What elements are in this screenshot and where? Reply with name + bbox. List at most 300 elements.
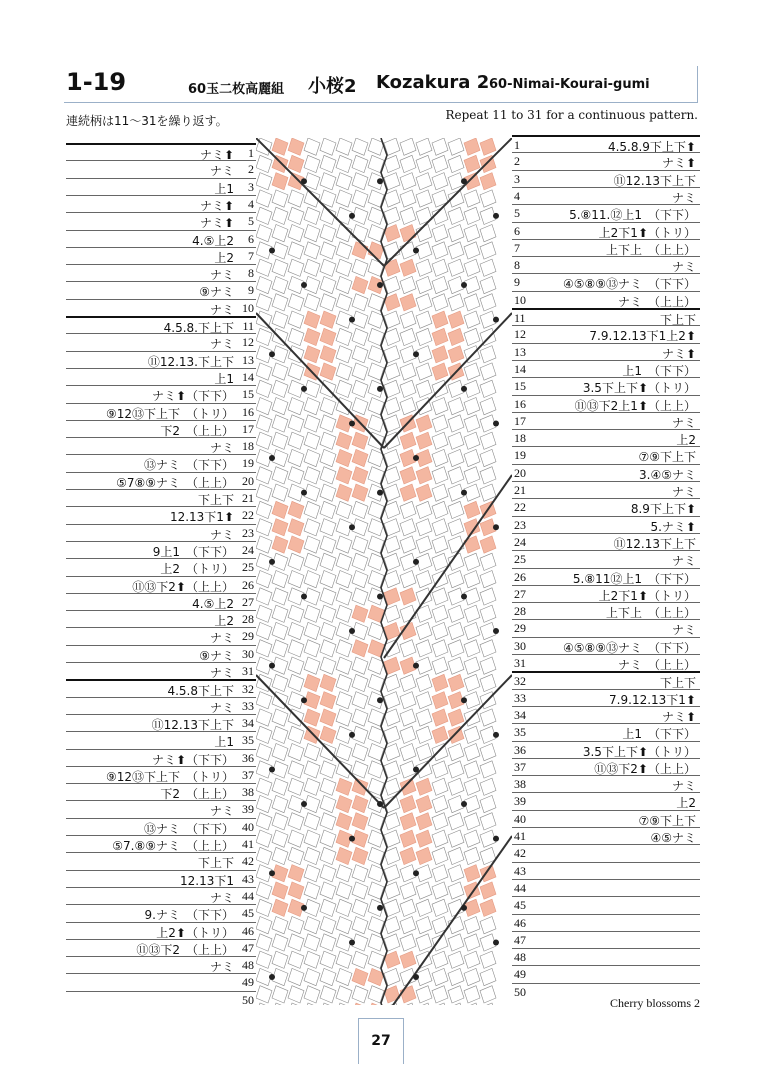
braid-strand (448, 571, 464, 588)
step-instruction: 上2 (676, 433, 696, 448)
step-instruction: 上2下1⬆（トリ） (598, 225, 696, 240)
step-number: 31 (242, 664, 254, 678)
step-number: 43 (242, 871, 254, 886)
braid-strand (400, 380, 416, 397)
step-number: 1 (514, 138, 520, 152)
step-number: 20 (514, 465, 526, 480)
braid-strand (320, 778, 336, 795)
braid-strand (432, 553, 448, 570)
braid-strand (304, 882, 320, 899)
jp-name: 小桜2 (308, 76, 357, 97)
braid-strand (416, 934, 432, 951)
braid-strand (400, 778, 416, 795)
braid-strand (304, 622, 320, 639)
braid-strand (288, 778, 304, 795)
braid-strand (320, 501, 336, 518)
braid-strand (432, 484, 448, 501)
step-row (512, 308, 700, 325)
braid-strand (272, 813, 288, 830)
braid-strand (256, 847, 272, 864)
braid-dot (349, 836, 355, 842)
braid-strand (256, 778, 272, 795)
braid-strand (432, 674, 448, 691)
step-row (66, 506, 256, 523)
braid-strand (304, 519, 320, 536)
step-row (512, 516, 700, 533)
step-number: 50 (242, 992, 254, 1007)
braid-strand (256, 640, 272, 657)
braid-strand (304, 294, 320, 311)
step-instruction: 上1 (214, 735, 234, 750)
braid-strand (432, 813, 448, 830)
braid-strand (272, 225, 288, 242)
step-row (512, 671, 700, 691)
step-instruction: ナミ (209, 631, 234, 646)
braid-dot (461, 697, 467, 703)
braid-dot (301, 282, 307, 288)
braid-strand (320, 795, 336, 812)
braid-strand (416, 363, 432, 380)
braid-strand (464, 259, 480, 276)
braid-strand (336, 242, 352, 259)
braid-dot (269, 559, 275, 565)
braid-strand (464, 951, 480, 968)
step-instruction: ナミ (671, 485, 696, 499)
braid-strand (304, 744, 320, 761)
step-number: 14 (242, 369, 254, 384)
step-row (512, 689, 700, 706)
step-instruction: 上下上 （上上） (605, 606, 696, 621)
step-instruction: ナミ (209, 527, 234, 542)
braid-dot (377, 593, 383, 599)
braid-strand (464, 138, 480, 155)
step-row (512, 706, 700, 723)
braid-dot (349, 732, 355, 738)
braid-strand (448, 138, 464, 155)
step-number: 11 (514, 311, 526, 325)
step-instruction: ナミ (671, 554, 696, 569)
braid-strand (480, 432, 496, 449)
braid-strand (320, 536, 336, 553)
braid-strand (304, 761, 320, 778)
braid-strand (288, 813, 304, 830)
step-instruction: 5.⑧11.⑫上1 （下下） (569, 208, 696, 223)
braid-strand (400, 692, 416, 709)
step-row (512, 602, 700, 619)
step-number: 9 (514, 275, 520, 290)
braid-strand (448, 674, 464, 691)
braid-strand (400, 934, 416, 951)
braid-strand (256, 207, 272, 224)
step-number: 7 (248, 248, 254, 263)
step-instruction: 12.13下1 (180, 873, 234, 888)
braid-strand (480, 467, 496, 484)
step-number: 16 (242, 404, 254, 419)
braid-strand (480, 951, 496, 968)
step-instruction: ⑪⑬下2⬆（上上） (132, 579, 234, 594)
braid-dot (461, 282, 467, 288)
braid-dot (269, 974, 275, 980)
braid-dot (377, 905, 383, 911)
braid-dot (349, 524, 355, 530)
step-number: 26 (242, 577, 254, 592)
step-instruction: ⑬ナミ （下下） (143, 458, 234, 473)
braid-strand (352, 259, 368, 276)
braid-strand (400, 813, 416, 830)
step-row (66, 489, 256, 506)
header-rule (697, 66, 698, 102)
step-row (66, 420, 256, 437)
braid-strand (272, 917, 288, 934)
braid-dot (461, 178, 467, 184)
step-instruction: 9上1 （下下） (152, 544, 234, 559)
braid-strand (400, 640, 416, 657)
braid-dot (461, 801, 467, 807)
braid-strand (400, 882, 416, 899)
braid-strand (304, 778, 320, 795)
braid-strand (352, 536, 368, 553)
braid-strand (336, 467, 352, 484)
braid-dot (377, 801, 383, 807)
braid-strand (336, 138, 352, 155)
braid-strand (400, 155, 416, 172)
step-number: 30 (514, 638, 526, 653)
braid-dot (269, 455, 275, 461)
step-row (512, 758, 700, 775)
braid-strand (432, 778, 448, 795)
step-number: 26 (514, 569, 526, 584)
braid-strand (352, 865, 368, 882)
step-number: 36 (514, 742, 526, 757)
braid-strand (448, 813, 464, 830)
braid-strand (272, 155, 288, 172)
braid-strand (448, 207, 464, 224)
braid-strand (320, 951, 336, 968)
step-number: 5 (514, 206, 520, 221)
braid-strand (416, 622, 432, 639)
braid-strand (256, 726, 272, 743)
braid-strand (256, 744, 272, 761)
braid-strand (288, 847, 304, 864)
braid-strand (336, 674, 352, 691)
step-instruction: ナミ⬆ (661, 346, 696, 361)
braid-strand (464, 622, 480, 639)
braid-strand (272, 830, 288, 847)
braid-dot (301, 178, 307, 184)
braid-strand (400, 744, 416, 761)
braid-strand (464, 778, 480, 795)
step-row (512, 637, 700, 654)
braid-strand (432, 605, 448, 622)
braid-strand (320, 830, 336, 847)
step-number: 9 (248, 283, 254, 298)
braid-strand (480, 917, 496, 934)
braid-dot (493, 939, 499, 945)
step-instruction: ⑤7⑧⑨ナミ （上上） (116, 475, 234, 490)
braid-dot (413, 766, 419, 772)
braid-strand (320, 553, 336, 570)
step-row (512, 256, 700, 273)
braid-strand (416, 709, 432, 726)
step-row (66, 368, 256, 385)
braid-strand (464, 294, 480, 311)
step-number: 13 (242, 352, 254, 367)
step-number: 24 (242, 542, 254, 557)
braid-strand (464, 415, 480, 432)
braid-strand (320, 138, 336, 155)
braid-strand (304, 674, 320, 691)
braid-strand (256, 571, 272, 588)
braid-strand (432, 225, 448, 242)
step-row (66, 991, 256, 1008)
braid-strand (288, 225, 304, 242)
step-instruction: 上2下1⬆（トリ） (598, 588, 696, 603)
braid-strand (272, 986, 288, 1003)
braid-strand (288, 207, 304, 224)
braid-strand (480, 449, 496, 466)
braid-strand (352, 363, 368, 380)
braid-strand (480, 571, 496, 588)
step-number: 30 (242, 646, 254, 661)
page-header (64, 66, 698, 103)
braid-strand (256, 934, 272, 951)
braid-strand (256, 899, 272, 916)
step-number: 50 (514, 984, 526, 999)
braid-strand (320, 346, 336, 363)
step-number: 31 (514, 656, 526, 670)
step-row (66, 679, 256, 699)
braid-dot (301, 801, 307, 807)
braid-dot (377, 697, 383, 703)
braid-strand (352, 553, 368, 570)
step-number: 12 (514, 327, 526, 342)
braid-strand (448, 328, 464, 345)
braid-strand (416, 415, 432, 432)
step-row (512, 775, 700, 792)
braid-strand (400, 173, 416, 190)
step-row (512, 360, 700, 377)
braid-strand (480, 744, 496, 761)
braid-strand (400, 986, 416, 1003)
braid-strand (288, 726, 304, 743)
step-number: 35 (514, 725, 526, 740)
step-row (512, 498, 700, 515)
step-row (512, 239, 700, 256)
braid-strand (256, 588, 272, 605)
step-instruction: 下2 （上上） (160, 787, 234, 802)
braid-strand (272, 709, 288, 726)
caption: Cherry blossoms 2 (610, 996, 700, 1010)
braid-strand (272, 795, 288, 812)
step-number: 16 (514, 396, 526, 411)
step-instruction: ⑪⑬下2上1⬆（上上） (574, 398, 696, 413)
braid-strand (272, 207, 288, 224)
step-number: 24 (514, 534, 526, 549)
braid-strand (480, 674, 496, 691)
step-number: 44 (514, 880, 526, 895)
braid-strand (432, 449, 448, 466)
step-number: 4 (248, 196, 254, 211)
braid-strand (320, 882, 336, 899)
braid-strand (432, 761, 448, 778)
braid-strand (464, 986, 480, 1003)
step-row (66, 247, 256, 264)
braid-strand (352, 899, 368, 916)
step-row (512, 827, 700, 844)
braid-strand (432, 640, 448, 657)
step-instruction: 上1 （下下） (622, 363, 696, 378)
braid-strand (256, 709, 272, 726)
braid-strand (272, 674, 288, 691)
braid-strand (400, 259, 416, 276)
step-instruction: ⑪12.13下上下 (613, 536, 696, 551)
braid-strand (416, 986, 432, 1003)
braid-strand (464, 467, 480, 484)
step-number: 8 (248, 266, 254, 281)
braid-strand (464, 207, 480, 224)
braid-strand (288, 986, 304, 1003)
braid-dot (413, 247, 419, 253)
braid-strand (416, 467, 432, 484)
braid-strand (416, 692, 432, 709)
step-number: 11 (242, 319, 254, 333)
braid-strand (416, 259, 432, 276)
braid-strand (352, 605, 368, 622)
braid-strand (400, 830, 416, 847)
step-row (512, 291, 700, 308)
step-number: 28 (242, 612, 254, 627)
step-instruction: ナミ⬆ (661, 156, 696, 171)
step-instruction: ⑪⑬下2⬆（上上） (594, 761, 696, 776)
braid-strand (448, 865, 464, 882)
braid-strand (464, 328, 480, 345)
braid-strand (288, 622, 304, 639)
step-row (66, 333, 256, 350)
braid-strand (336, 380, 352, 397)
braid-strand (272, 571, 288, 588)
braid-dot (301, 697, 307, 703)
step-row (66, 524, 256, 541)
braid-strand (272, 415, 288, 432)
step-row (66, 212, 256, 229)
step-row (66, 610, 256, 627)
braid-strand (416, 882, 432, 899)
braid-strand (432, 467, 448, 484)
braid-strand (448, 294, 464, 311)
braid-strand (320, 1003, 336, 1005)
step-instruction: ナミ (671, 779, 696, 794)
step-instruction: ナミ (209, 268, 234, 283)
braid-strand (288, 415, 304, 432)
braid-strand (288, 467, 304, 484)
braid-strand (416, 501, 432, 518)
step-row (66, 645, 256, 662)
braid-strand (288, 519, 304, 536)
braid-strand (432, 519, 448, 536)
braid-strand (288, 501, 304, 518)
braid-dot (349, 628, 355, 634)
braid-strand (416, 795, 432, 812)
braid-strand (448, 744, 464, 761)
braid-strand (336, 761, 352, 778)
braid-strand (400, 432, 416, 449)
braid-strand (320, 467, 336, 484)
braid-strand (320, 311, 336, 328)
braid-strand (304, 242, 320, 259)
step-number: 34 (242, 715, 254, 730)
step-number: 43 (514, 863, 526, 878)
braid-strand (336, 449, 352, 466)
braid-strand (336, 173, 352, 190)
braid-strand (464, 432, 480, 449)
braid-strand (320, 622, 336, 639)
braid-strand (352, 173, 368, 190)
braid-strand (320, 934, 336, 951)
braid-strand (272, 432, 288, 449)
step-number: 2 (248, 162, 254, 177)
braid-strand (448, 398, 464, 415)
braid-strand (304, 225, 320, 242)
step-number: 40 (514, 811, 526, 826)
braid-strand (448, 501, 464, 518)
braid-strand (400, 605, 416, 622)
braid-strand (352, 951, 368, 968)
braid-strand (320, 519, 336, 536)
braid-strand (256, 363, 272, 380)
braid-strand (464, 501, 480, 518)
step-number: 18 (242, 439, 254, 454)
step-instruction: 3.5下上下⬆（トリ） (582, 744, 696, 759)
step-instruction: 上1 (214, 371, 234, 386)
braid-strand (272, 744, 288, 761)
braid-strand (480, 484, 496, 501)
braid-strand (336, 363, 352, 380)
braid-strand (336, 692, 352, 709)
step-row (66, 281, 256, 298)
braid-strand (400, 899, 416, 916)
step-number: 40 (242, 819, 254, 834)
braid-strand (288, 744, 304, 761)
braid-strand (320, 640, 336, 657)
braid-strand (464, 968, 480, 985)
braid-strand (480, 173, 496, 190)
braid-strand (448, 242, 464, 259)
braid-strand (288, 328, 304, 345)
braid-strand (336, 882, 352, 899)
braid-strand (480, 398, 496, 415)
braid-strand (304, 346, 320, 363)
en-name: Kozakura 2 (376, 72, 490, 93)
braid-strand (256, 882, 272, 899)
braid-strand (448, 934, 464, 951)
step-row (512, 204, 700, 221)
step-row (66, 143, 256, 160)
braid-strand (304, 138, 320, 155)
braid-strand (336, 917, 352, 934)
step-instruction: ナミ (209, 666, 234, 680)
braid-strand (304, 847, 320, 864)
braid-strand (400, 674, 416, 691)
braid-strand (256, 467, 272, 484)
step-row (512, 187, 700, 204)
step-number: 20 (242, 473, 254, 488)
step-row (512, 481, 700, 498)
braid-dot (377, 178, 383, 184)
step-instruction: ナミ (209, 337, 234, 352)
step-number: 19 (514, 448, 526, 463)
braid-strand (400, 917, 416, 934)
braid-strand (272, 311, 288, 328)
